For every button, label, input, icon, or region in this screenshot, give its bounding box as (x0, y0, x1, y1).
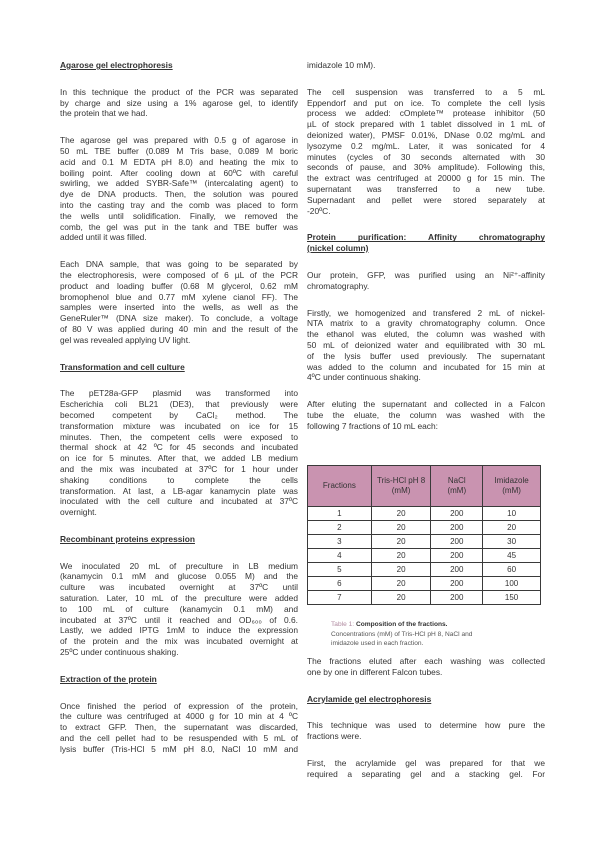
text-line: minutes. Then, the competent cells were exposed to (60, 431, 298, 442)
table-cell: 60 (483, 563, 541, 577)
text-line: supernatant was transferred to a new tube. (307, 183, 545, 194)
text-line: the extract was centrifuged at 20000 g for 15 min. The (307, 173, 545, 184)
table-cell: 5 (308, 563, 372, 577)
text-line: Supernadant and pellet were stored separately at (307, 194, 545, 205)
table-row (308, 549, 541, 563)
text-line: boiling point. After cooling down at 60ºC with careful (60, 167, 298, 178)
text-line: Our protein, GFP, was purified using an Ni²⁺-affinity (307, 269, 545, 280)
text-line: thermal shock at 42 ºC for 45 seconds and incubated (60, 442, 298, 453)
text-line: Acrylamide gel electrophoresis (307, 693, 432, 704)
table-cell: 20 (371, 563, 431, 577)
paragraph (307, 399, 545, 431)
text-line: fractions were. (307, 731, 362, 742)
text-line: The agarose gel was prepared with 0.5 g of agarose in (60, 135, 298, 146)
table-row (308, 507, 541, 521)
table-row (308, 591, 541, 605)
text-line: product and loading buffer (0.68 M glycerol, 0.62 mM (60, 280, 298, 291)
text-line: dye de DNA products. Then, the solution was poured (60, 189, 298, 200)
text-line: on ice for 5 minutes. After that, we added LB medium (60, 453, 298, 464)
caption-line: imidazole used in each fraction. (331, 640, 424, 647)
text-line: into the casting tray and the comb was placed to form (60, 199, 298, 210)
caption-line: Concentrations (mM) of Tris-HCl pH 8, NaCl and (331, 630, 473, 638)
column-header-text: NaCl (447, 476, 466, 485)
table-cell: 1 (308, 507, 372, 521)
paragraph (60, 701, 298, 755)
column-header-text: Imidazole (494, 476, 529, 485)
column-header-text: (mM) (447, 486, 467, 495)
text-line: shaking conditions to complete the cells (60, 474, 298, 485)
caption-label: Table 1: (331, 621, 356, 628)
text-line: minutes (cycles of 30 seconds alternated with 30 (307, 151, 545, 162)
text-line: imidazole 10 mM). (307, 60, 376, 70)
column-header-text: Tris-HCl pH 8 (377, 476, 426, 485)
text-line: the wells until solidification. Finally, we removed the (60, 210, 298, 221)
table-cell: 10 (483, 507, 541, 521)
column-header (483, 466, 541, 507)
text-line: After eluting the supernatant and collected in a Falcon (307, 399, 545, 410)
column-header-text: Fractions (322, 481, 356, 490)
paragraph (60, 561, 298, 658)
paragraph (60, 135, 298, 243)
table-cell: 200 (431, 563, 483, 577)
table-cell: 45 (483, 549, 541, 563)
text-line: NTA matrix to a gravity chromatography column. Once (307, 318, 545, 329)
text-line: The fractions eluted after each washing was collected (307, 656, 545, 666)
text-line: We inoculated 20 mL of preculture in LB medium (60, 560, 298, 571)
table-caption (331, 620, 531, 649)
table-cell: 200 (431, 577, 483, 591)
text-line: GeneRuler™ (DNA size maker). To conclude, a voltage (60, 313, 298, 324)
text-line: chromatography. (307, 280, 370, 291)
text-line: and the mix was incubated at 37ºC for 1 hour under (60, 463, 298, 474)
table-cell: 20 (371, 577, 431, 591)
text-line: Each DNA sample, that was going to be separated by (60, 259, 298, 270)
text-line: to 100 mL of culture (kanamycin 0.1 mM) and (60, 603, 298, 614)
text-line: transformation mixture was incubated on ice for 15 (60, 420, 298, 431)
text-line: lysozyme 0.2 mg/mL. Later, it was sonicated for 4 (307, 140, 545, 151)
column-header-text: (mM) (502, 486, 521, 495)
text-line: of the lysis buffer used previously. The supernatant (307, 350, 545, 361)
fractions-table (307, 465, 541, 605)
text-line: Eppendorf and put on ice. To complete the cell lysis (307, 97, 545, 108)
text-line: transformation. At last, a LB-agar kanamycin plate was (60, 485, 298, 496)
paragraph (307, 720, 545, 742)
text-line: the culture was centrifuged at 4000 g for 10 min at 4 ºC (60, 711, 298, 722)
table-cell: 30 (483, 535, 541, 549)
text-line: Recombinant proteins expression (60, 533, 195, 544)
text-line: 4ºC under continuous shaking. (307, 372, 421, 383)
text-line: The pET28a-GFP plasmid was transformed into (60, 388, 298, 399)
text-line: required a separating gel and a stacking gel. For (307, 768, 545, 779)
table-cell: 200 (431, 521, 483, 535)
text-line: incubated at 37ºC until it reached and OD₆₀₀ of 0.6. (60, 614, 298, 625)
table-cell: 20 (371, 591, 431, 605)
left-column (60, 60, 298, 771)
text-line: 50 mL of deionized water and equilibrated with 30 mL (307, 339, 545, 350)
text-line: Lastly, we added IPTG 1mM to induce the expression (60, 625, 298, 636)
text-line: by charge and size using a 1% agarose gel, to identify (60, 97, 298, 108)
text-line: culture was incubated overnight at 37ºC until (60, 582, 298, 593)
text-line: Transformation and cell culture (60, 361, 185, 372)
text-line: (kanamycin 0.1 mM and glucose 0.055 M) and the (60, 571, 298, 582)
text-line: Extraction of the protein (60, 673, 157, 684)
text-line: acid and 0.1 M EDTA pH 8.0) and heating the mix to (60, 156, 298, 167)
paragraph (307, 87, 545, 217)
table-cell: 4 (308, 549, 372, 563)
text-line: Firstly, we homogenized and transfered 2 mL of nickel- (307, 307, 545, 318)
text-line: the ethanol was eluted, the column was washed with (307, 329, 545, 340)
text-line: lysis buffer (Tris-HCl 5 mM pH 8.0, NaCl 10 mM and (60, 743, 298, 754)
section-heading (60, 60, 298, 71)
text-line: comb, the gel was put in the tank and TBE buffer was (60, 221, 298, 232)
text-line: 25ºC under continuous shaking. (60, 647, 179, 658)
paragraph (60, 388, 298, 518)
text-line: samples were inserted into the wells, as well as the (60, 302, 298, 313)
table-row (308, 563, 541, 577)
section-heading (60, 534, 298, 545)
table-cell: 200 (431, 549, 483, 563)
text-line: µL of stock prepared with 1 tablet dissolved in 1 mL of (307, 119, 545, 130)
table-cell: 20 (371, 521, 431, 535)
paragraph (307, 656, 545, 678)
paragraph (307, 270, 545, 292)
text-line: following 7 fractions of 10 mL each: (307, 420, 438, 431)
text-line: gel was revealed applying UV light. (60, 334, 191, 345)
text-line: was added to the column and incubated for 15 min at (307, 361, 545, 372)
column-header (431, 466, 483, 507)
table-cell: 150 (483, 591, 541, 605)
table-cell: 20 (483, 521, 541, 535)
text-line: the protein that we had. (60, 108, 148, 119)
paragraph (60, 87, 298, 119)
text-line: to extract GFP. Then, the supernatant was discarded, (60, 722, 298, 733)
text-line: -20ºC. (307, 205, 331, 216)
text-line: process we added: cOmplete™ protease inhibitor (50 (307, 108, 545, 119)
right-column (307, 60, 545, 448)
text-line: of the protein and the mix was incubated overnight at (60, 636, 298, 647)
text-line: inoculated with the cell culture and incubated at 37ºC (60, 496, 298, 507)
text-line: Escherichia coli BL21 (DE3), that previously were (60, 399, 298, 410)
paragraph (307, 758, 545, 780)
text-line: tube the eluate, the column was washed with the (307, 409, 545, 420)
text-line: This technique was used to determine how pure the (307, 720, 545, 731)
paragraph (60, 259, 298, 345)
column-header (308, 466, 372, 507)
text-line: (nickel column) (307, 243, 369, 254)
table-row (308, 535, 541, 549)
text-line: one by one in different Falcon tubes. (307, 666, 443, 677)
table-cell: 20 (371, 507, 431, 521)
column-header-text: (mM) (391, 486, 411, 495)
text-line: Once finished the period of expression of the protein, (60, 700, 298, 711)
text-line: Protein purification: Affinity chromatography (307, 232, 545, 243)
text-line: overnight. (60, 507, 97, 518)
table-cell: 200 (431, 535, 483, 549)
text-line: 50 mL TBE buffer (0.089 M Tris base, 0.089 M boric (60, 145, 298, 156)
table-cell: 7 (308, 591, 372, 605)
section-heading (60, 674, 298, 685)
table-cell: 200 (431, 591, 483, 605)
text-line: of 80 V was applied during 40 min and the result of the (60, 323, 298, 334)
table-cell: 2 (308, 521, 372, 535)
text-line: bromophenol blue and 0.77 mM xylene cianol FF). The (60, 291, 298, 302)
text-line: First, the acrylamide gel was prepared for that we (307, 757, 545, 768)
table-row (308, 521, 541, 535)
table-cell: 20 (371, 535, 431, 549)
table-cell: 6 (308, 577, 372, 591)
text-line: swirling, we added SYBR-Safe™ (intercalating agent) to (60, 178, 298, 189)
text-line: deionized water), PMSF 0.01%, DNase 0.02 mg/mL and (307, 129, 545, 140)
paragraph (307, 60, 545, 71)
text-line: added until it was filled. (60, 232, 147, 243)
text-line: saturation. Later, 10 mL of the preculture were added (60, 593, 298, 604)
paragraph (307, 308, 545, 384)
caption-title: Composition of the fractions. (355, 621, 448, 628)
table-cell: 3 (308, 535, 372, 549)
text-line: the electrophoresis, were composed of 6 µL of the PCR (60, 269, 298, 280)
text-line: Agarose gel electrophoresis (60, 60, 173, 70)
text-line: becomed competent by CaCl₂ method. The (60, 409, 298, 420)
text-line: seconds of pause, and 30% amplitude). Following this, (307, 162, 545, 173)
text-line: and the cell pellet had to be resuspended with 5 mL of (60, 733, 298, 744)
right-column-continued (307, 656, 545, 796)
column-header (371, 466, 431, 507)
table-cell: 100 (483, 577, 541, 591)
table-row (308, 577, 541, 591)
section-heading (307, 232, 545, 254)
table-header-row (308, 466, 541, 507)
section-heading (60, 362, 298, 373)
table-cell: 20 (371, 549, 431, 563)
text-line: In this technique the product of the PCR was separated (60, 86, 298, 97)
section-heading (307, 694, 545, 705)
text-line: The cell suspension was transferred to a 5 mL (307, 86, 545, 97)
table-cell: 200 (431, 507, 483, 521)
